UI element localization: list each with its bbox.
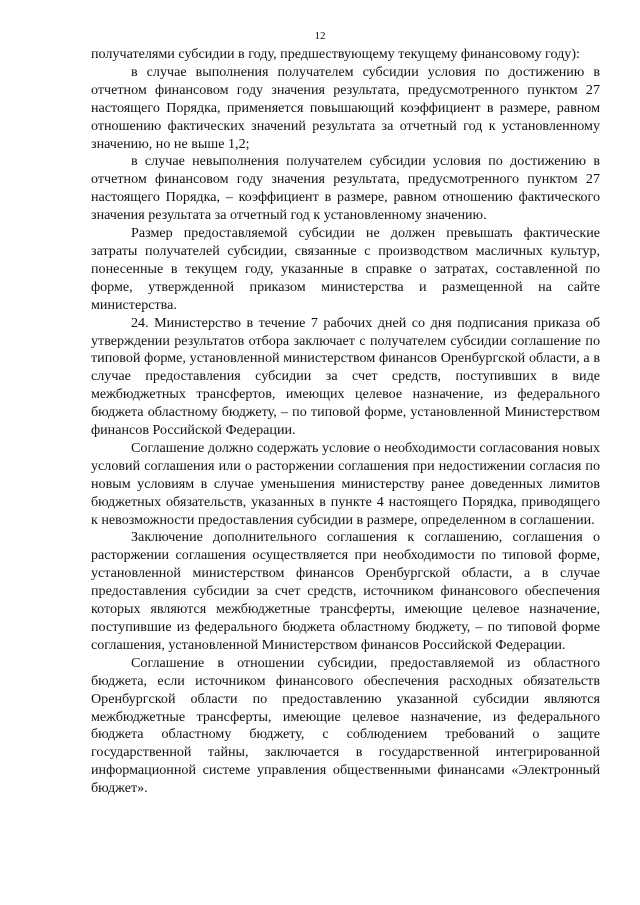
paragraph-agreement-conditions: Соглашение должно содержать условие о необходимости согласования новых условий соглашения или о расторжении соглашения при недостижении согласия по новым условиям в случае уменьшения министерству ранее доведенных лимитов бюджетных обязательств, указанных в пункте 4 настоящего Порядка, приводящего к невозможности предоставления субсидии в размере, определенном в соглашении. xyxy=(91,439,600,528)
page-number: 12 xyxy=(314,30,326,42)
paragraph-additional-agreement: Заключение дополнительного соглашения к соглашению, соглашения о расторжении соглашения осуществляется при необходимости по типовой форме, установленной министерством финансов Оренбургской области, а в случае предоставления субсидии за счет средств, источником финансового обеспечения которых являются межбюджетные трансферты, имеющие целевое назначение, поступившие из федерального бюджета областному бюджету, – по типовой форме соглашения, установленной Министерством финансов Российской Федерации. xyxy=(91,529,600,653)
paragraph-clause-24: 24. Министерство в течение 7 рабочих дней со дня подписания приказа об утверждении результатов отбора заключает с получателем субсидии соглашение по типовой форме, установленной министерством финансов Оренбургской области, а в случае предоставления субсидии за счет средств, поступивших в виде межбюджетных трансфертов, имеющих целевое назначение, из федерального бюджета областному бюджету, – по типовой форме, установленной Министерством финансов Российской Федерации. xyxy=(91,314,600,439)
paragraph-subsidy-limit: Размер предоставляемой субсидии не должен превышать фактические затраты получателей субсидии, связанные с производством масличных культур, понесенные в текущем году, указанные в справке о затратах, составленной по форме, утвержденной приказом министерства и размещенной на сайте министерства. xyxy=(91,225,600,313)
paragraph-coefficient-decrease: в случае невыполнения получателем субсидии условия по достижению в отчетном финансовом году значения результата, предусмотренного пунктом 27 настоящего Порядка, – коэффициент в размере, равном отношению фактического значения результата за отчетный год к установленному значению. xyxy=(91,153,600,224)
paragraph-continuation: получателями субсидии в году, предшествующему текущему финансовому году): xyxy=(91,46,580,62)
document-body xyxy=(91,46,600,798)
paragraph-electronic-budget: Соглашение в отношении субсидии, предоставляемой из областного бюджета, если источником финансового обеспечения расходных обязательств Оренбургской области по предоставлению указанной субсидии являются межбюджетные трансферты, имеющие целевое назначение, из федерального бюджета областному бюджету, с соблюдением требований о защите государственной тайны, заключается в государственной интегрированной информационной системе управления общественными финансами «Электронный бюджет». xyxy=(91,654,600,797)
paragraph-coefficient-increase: в случае выполнения получателем субсидии условия по достижению в отчетном финансовом году значения результата, предусмотренного пунктом 27 настоящего Порядка, применяется повышающий коэффициент в размере, равном отношению фактических значений результата за отчетный год к установленному значению, но не выше 1,2; xyxy=(91,63,600,152)
